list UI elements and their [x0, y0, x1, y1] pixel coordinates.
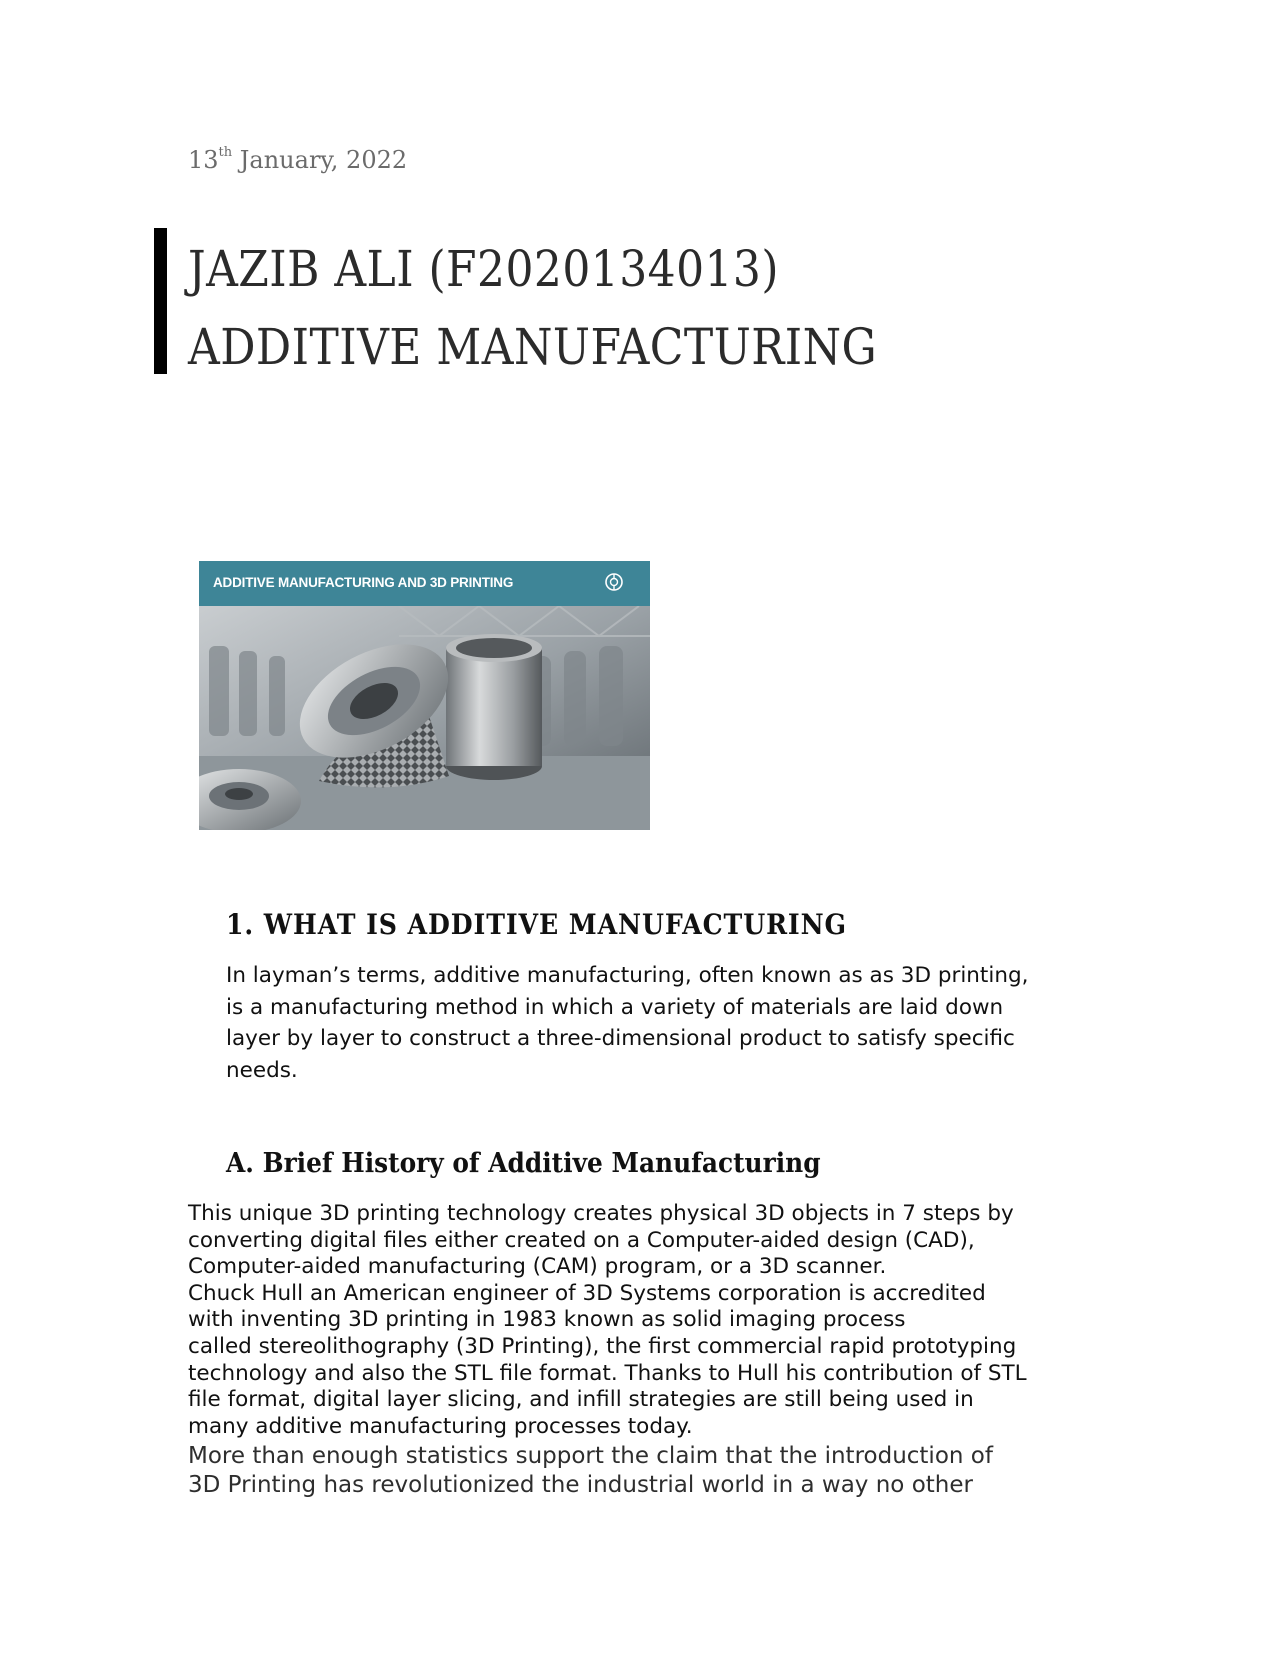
- paragraph-line: This unique 3D printing technology creates physical 3D objects in 7 steps by: [188, 1201, 1014, 1226]
- paragraph-line: many additive manufacturing processes today.: [188, 1413, 693, 1439]
- paragraph-line: with inventing 3D printing in 1983 known as solid imaging process: [188, 1307, 906, 1333]
- gear-logo-icon: [604, 572, 624, 592]
- additive-manufacturing-image: [199, 561, 650, 830]
- paragraph-line: converting digital files either created on a Computer-aided design (CAD),: [188, 1227, 975, 1253]
- title-author-line: JAZIB ALI (F2020134013): [188, 240, 779, 298]
- printed-metal-parts-photo: [199, 606, 650, 830]
- paragraph-line: file format, digital layer slicing, and infill strategies are still being used in: [188, 1387, 974, 1413]
- section-1-paragraph: [226, 960, 1106, 1086]
- paragraph-line: layer by layer to construct a three-dimensional product to satisfy specific: [226, 1026, 1015, 1051]
- section-heading-brief-history: A. Brief History of Additive Manufacturing: [226, 1148, 821, 1179]
- title-accent-bar: [154, 228, 167, 374]
- paragraph-line: More than enough statistics support the claim that the introduction of: [188, 1443, 993, 1469]
- paragraph-line: technology and also the STL file format. Thanks to Hull his contribution of STL: [188, 1360, 1027, 1386]
- paragraph-line: needs.: [226, 1057, 298, 1083]
- date-day: 13: [188, 146, 219, 174]
- section-heading-what-is-am: 1. WHAT IS ADDITIVE MANUFACTURING: [226, 908, 847, 941]
- document-date: [188, 146, 407, 174]
- paragraph-line: is a manufacturing method in which a variety of materials are laid down: [226, 994, 1004, 1020]
- paragraph-line: Chuck Hull an American engineer of 3D Systems corporation is accredited: [188, 1280, 986, 1306]
- statistics-paragraph: [188, 1442, 993, 1500]
- date-month-year: January, 2022: [239, 146, 408, 174]
- title-subject-line: ADDITIVE MANUFACTURING: [188, 318, 878, 376]
- document-title: [188, 230, 877, 386]
- image-banner: [199, 561, 650, 606]
- date-suffix: th: [218, 145, 233, 160]
- image-banner-text: ADDITIVE MANUFACTURING AND 3D PRINTING: [213, 575, 514, 590]
- history-paragraph: [188, 1201, 1027, 1440]
- paragraph-line: Computer-aided manufacturing (CAM) program, or a 3D scanner.: [188, 1254, 887, 1280]
- paragraph-line: In layman’s terms, additive manufacturing, often known as as 3D printing,: [226, 963, 1029, 988]
- paragraph-line: called stereolithography (3D Printing), the first commercial rapid prototyping: [188, 1333, 1017, 1359]
- paragraph-line: 3D Printing has revolutionized the industrial world in a way no other: [188, 1472, 973, 1498]
